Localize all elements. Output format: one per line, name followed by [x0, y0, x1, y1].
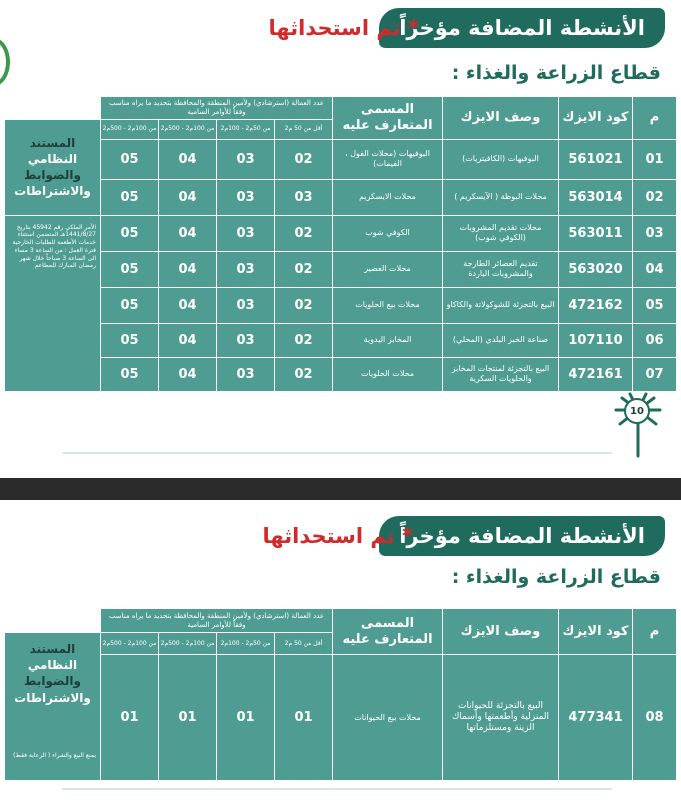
header-common-name: المسمى المتعارف عليه	[333, 97, 443, 140]
page-header-note: * تم استحداثها	[262, 524, 413, 548]
side-title-line-4: والاشتراطات	[14, 184, 91, 199]
side-title-line-2: النظامي	[27, 658, 78, 673]
cell-area-3: 04	[159, 323, 217, 357]
cell-area-2: 03	[217, 357, 275, 391]
cell-isic-code: 472162	[559, 287, 633, 323]
side-title-line-3: والضوابط	[24, 168, 81, 182]
cell-area-3: 04	[159, 251, 217, 287]
cell-isic-code: 563014	[559, 179, 633, 215]
cell-area-1: 02	[275, 139, 333, 179]
side-title-line-1: المستند	[29, 135, 76, 150]
header-isic-code: كود الايزك	[559, 97, 633, 140]
header-isic-code: كود الايزك	[559, 609, 633, 655]
cell-index: 07	[633, 357, 677, 391]
cell-area-4: 01	[101, 655, 159, 781]
activities-table	[4, 608, 677, 781]
cell-area-4: 05	[101, 287, 159, 323]
table-row	[5, 357, 677, 391]
side-legal-note	[5, 215, 101, 391]
cell-area-1: 02	[275, 251, 333, 287]
header-area-2: من 50م2 - 100م2	[217, 119, 275, 139]
side-title-line-4: والاشتراطات	[14, 690, 91, 705]
cell-area-4: 05	[101, 251, 159, 287]
table-row	[5, 215, 677, 251]
cell-index: 02	[633, 179, 677, 215]
header-area-3: من 100م2 - 500م2	[159, 633, 217, 655]
table-row	[5, 179, 677, 215]
cell-area-1: 02	[275, 215, 333, 251]
header-area-1: أقل من 50 م2	[275, 119, 333, 139]
cell-area-2: 03	[217, 323, 275, 357]
page-separator	[0, 478, 681, 500]
cell-area-1: 03	[275, 179, 333, 215]
cell-area-1: 02	[275, 323, 333, 357]
decorative-arc	[0, 38, 10, 86]
cell-area-4: 05	[101, 179, 159, 215]
cell-isic-description: البوفيهات (الكافيتريات)	[443, 139, 559, 179]
cell-area-4: 05	[101, 139, 159, 179]
side-title-line-3: والضوابط	[24, 674, 81, 689]
sector-title: قطاع الزراعة والغذاء :	[451, 566, 661, 588]
cell-common-name: المخابز اليدوية	[333, 323, 443, 357]
header-workers-group: عدد العمالة (استرشادي) ولأمين المنطقة والمحافظة بتحديد ما يراه مناسب وفقاً للأوامر السامية	[101, 97, 333, 120]
cell-isic-description: محلات البوظة ( الآيسكريم )	[443, 179, 559, 215]
header-area-4: من 100م2 - 500م2	[101, 633, 159, 655]
page-header-note: * تم استحداثها	[268, 16, 419, 40]
document-page-2	[0, 500, 681, 800]
table-row	[5, 251, 677, 287]
cell-area-2: 01	[217, 655, 275, 781]
cell-area-4: 05	[101, 323, 159, 357]
cell-isic-code: 477341	[559, 655, 633, 781]
cell-common-name: البوفيهات (محلات الفول ، الفيمات)	[333, 139, 443, 179]
activities-table	[4, 96, 677, 392]
cell-index: 04	[633, 251, 677, 287]
cell-area-4: 05	[101, 215, 159, 251]
side-document-title	[5, 633, 101, 781]
table-row	[5, 655, 677, 781]
cell-index: 06	[633, 323, 677, 357]
cell-isic-code: 107110	[559, 323, 633, 357]
cell-common-name: محلات بيع الحيوانات	[333, 655, 443, 781]
cell-area-2: 03	[217, 139, 275, 179]
header-common-name: المسمى المتعارف عليه	[333, 609, 443, 655]
cell-isic-description: محلات تقديم المشروبات (الكوفي شوب)	[443, 215, 559, 251]
cell-area-1: 02	[275, 357, 333, 391]
cell-area-2: 03	[217, 215, 275, 251]
cell-area-2: 03	[217, 287, 275, 323]
cell-isic-code: 563011	[559, 215, 633, 251]
page-header-title: الأنشطة المضافة مؤخراً	[379, 8, 665, 48]
header-index: م	[633, 609, 677, 655]
header-index: م	[633, 97, 677, 140]
cell-index: 05	[633, 287, 677, 323]
header-area-2: من 50م2 - 100م2	[217, 633, 275, 655]
cell-area-2: 03	[217, 251, 275, 287]
cell-area-3: 04	[159, 357, 217, 391]
sector-title: قطاع الزراعة والغذاء :	[451, 62, 661, 84]
side-header-spacer	[5, 97, 101, 120]
cell-area-1: 02	[275, 287, 333, 323]
cell-isic-description: البيع بالتجزئة للحيوانات المنزلية وأطعمتها وأسماك الزينة ومستلزماتها	[443, 655, 559, 781]
side-title-line-1: المستند	[29, 642, 76, 656]
cell-area-3: 04	[159, 179, 217, 215]
cell-isic-description: صناعة الخبز البلدي (المحلي)	[443, 323, 559, 357]
cell-area-2: 03	[217, 179, 275, 215]
cell-index: 01	[633, 139, 677, 179]
cell-common-name: محلات العصير	[333, 251, 443, 287]
side-note-text: الأمر الملكي رقم 45942 بتاريخ 1441/8/27هـ المتضمن استثناء خدمات الأطعمة للطلبات الخارجية فترة العمل : من الساعة 3 مساء الى الساعة 3 صباحاً خلال شهر رمضان المبارك للمطاعم	[12, 223, 96, 270]
page-header-title: الأنشطة المضافة مؤخراً	[379, 516, 665, 556]
cell-isic-code: 561021	[559, 139, 633, 179]
cell-isic-code: 563020	[559, 251, 633, 287]
cell-isic-description: تقديم العصائر الطازجة والمشروبات الباردة	[443, 251, 559, 287]
page-number: 10	[624, 398, 650, 424]
cell-index: 03	[633, 215, 677, 251]
side-document-title	[5, 119, 101, 215]
table-row	[5, 287, 677, 323]
cell-area-3: 04	[159, 215, 217, 251]
header-isic-description: وصف الايزك	[443, 609, 559, 655]
header-area-4: من 100م2 - 500م2	[101, 119, 159, 139]
table-row	[5, 323, 677, 357]
side-note-text: يمنع البيع والشراء ( الرعاية فقط)	[13, 751, 96, 759]
cell-isic-description: البيع بالتجزئة لمنتجات المخابز والحلويات السكرية	[443, 357, 559, 391]
decorative-underline	[62, 452, 612, 454]
cell-area-3: 04	[159, 139, 217, 179]
cell-area-4: 05	[101, 357, 159, 391]
header-area-3: من 100م2 - 500م2	[159, 119, 217, 139]
cell-isic-description: البيع بالتجزئة للشوكولاتة والكاكاو	[443, 287, 559, 323]
cell-index: 08	[633, 655, 677, 781]
table-row	[5, 139, 677, 179]
cell-common-name: محلات بيع الحلويات	[333, 287, 443, 323]
decorative-underline	[62, 788, 612, 790]
side-header-spacer	[5, 609, 101, 633]
cell-common-name: محلات الايسكريم	[333, 179, 443, 215]
cell-common-name: الكوفي شوب	[333, 215, 443, 251]
cell-isic-code: 472161	[559, 357, 633, 391]
side-title-line-2: النظامي	[27, 151, 78, 166]
cell-area-3: 04	[159, 287, 217, 323]
header-area-1: أقل من 50 م2	[275, 633, 333, 655]
cell-common-name: محلات الحلويات	[333, 357, 443, 391]
header-isic-description: وصف الايزك	[443, 97, 559, 140]
cell-area-3: 01	[159, 655, 217, 781]
cell-area-1: 01	[275, 655, 333, 781]
header-workers-group: عدد العمالة (استرشادي) ولأمين المنطقة والمحافظة بتحديد ما يراه مناسب وفقاً للأوامر السامية	[101, 609, 333, 633]
